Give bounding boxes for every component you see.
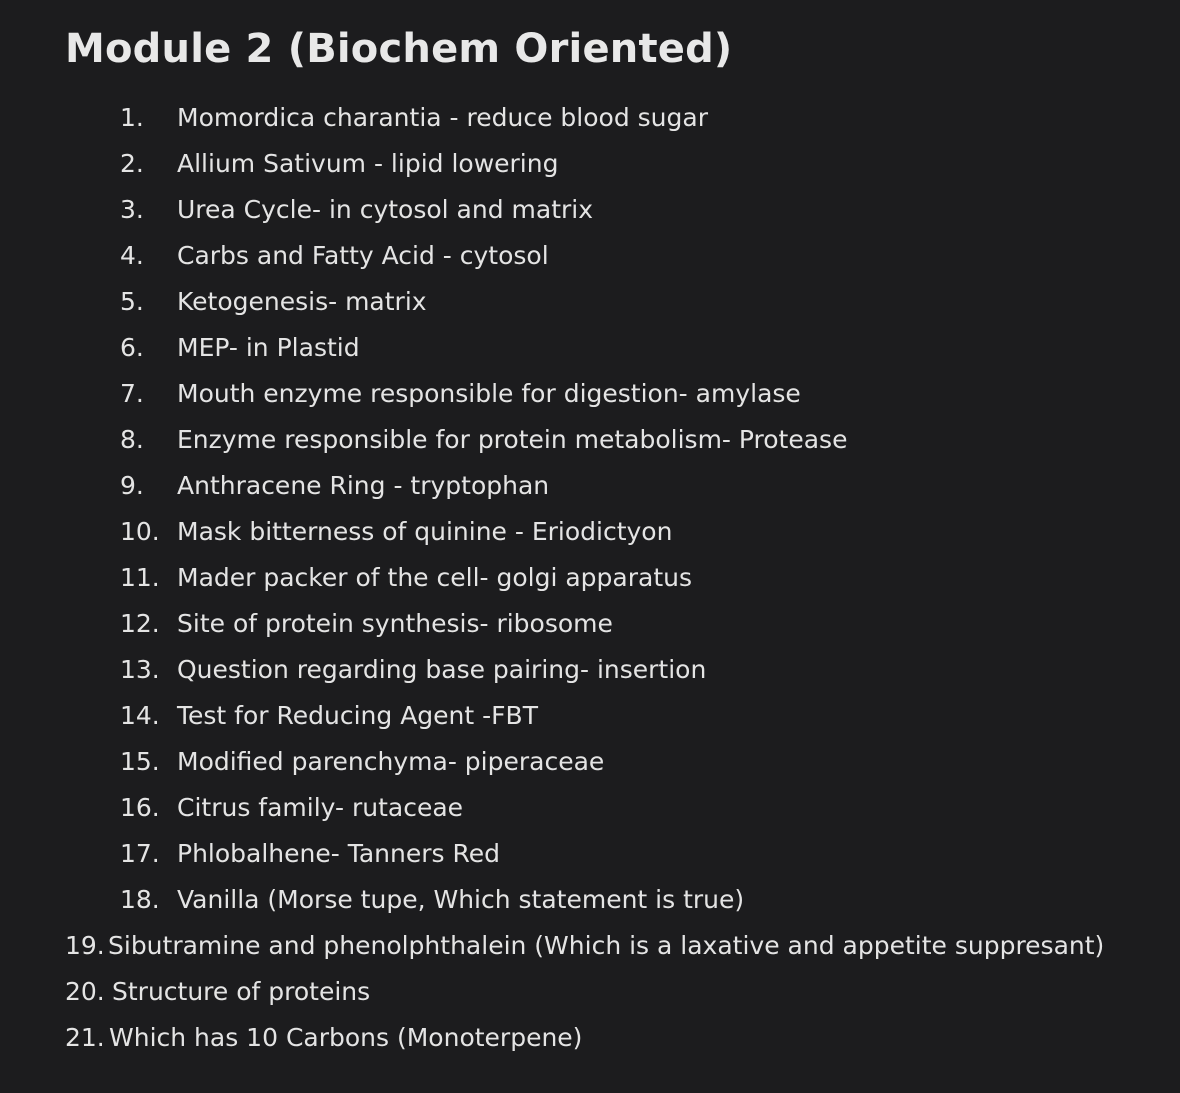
list-item-text: Carbs and Fatty Acid - cytosol — [177, 241, 549, 270]
list-item-number: 18. — [120, 885, 160, 914]
list-item-number: 16. — [120, 793, 160, 822]
list-item-number: 9. — [120, 471, 144, 500]
list-item-text: Structure of proteins — [112, 977, 371, 1006]
list-item-number: 5. — [120, 287, 144, 316]
list-item-text: Vanilla (Morse tupe, Which statement is true) — [177, 885, 745, 914]
list-item-text: Which has 10 Carbons (Monoterpene) — [109, 1023, 583, 1052]
list-item-number: 21. — [65, 1023, 105, 1052]
list-item-text: Modified parenchyma- piperaceae — [177, 747, 605, 776]
list-item-text: Site of protein synthesis- ribosome — [177, 609, 613, 638]
list-item-text: MEP- in Plastid — [177, 333, 360, 362]
list-item-number: 8. — [120, 425, 144, 454]
list-item-text: Mader packer of the cell- golgi apparatus — [177, 563, 693, 592]
list-item-text: Phlobalhene- Tanners Red — [177, 839, 500, 868]
list-item-text: Mask bitterness of quinine - Eriodictyon — [177, 517, 673, 546]
list-item-number: 19. — [65, 931, 105, 960]
list-item-number: 3. — [120, 195, 144, 224]
list-item-text: Test for Reducing Agent -FBT — [177, 701, 538, 730]
list-item-number: 6. — [120, 333, 144, 362]
list-item-text: Momordica charantia - reduce blood sugar — [177, 103, 708, 132]
list-item-text: Sibutramine and phenolphthalein (Which is a laxative and appetite suppresant) — [108, 931, 1105, 960]
list-item-number: 17. — [120, 839, 160, 868]
page-title: Module 2 (Biochem Oriented) — [65, 26, 733, 72]
list-item-number: 14. — [120, 701, 160, 730]
list-item-number: 13. — [120, 655, 160, 684]
list-item-number: 7. — [120, 379, 144, 408]
list-item-number: 4. — [120, 241, 144, 270]
list-item-number: 1. — [120, 103, 144, 132]
list-item-number: 15. — [120, 747, 160, 776]
list-item-text: Urea Cycle- in cytosol and matrix — [177, 195, 594, 224]
list-item-text: Ketogenesis- matrix — [177, 287, 427, 316]
list-item-number: 11. — [120, 563, 160, 592]
list-item-number: 10. — [120, 517, 160, 546]
list-item-number: 12. — [120, 609, 160, 638]
list-item-text: Citrus family- rutaceae — [177, 793, 464, 822]
list-item-text: Question regarding base pairing- insertion — [177, 655, 707, 684]
list-item-text: Allium Sativum - lipid lowering — [177, 149, 559, 178]
list-item-text: Enzyme responsible for protein metabolism- Protease — [177, 425, 848, 454]
list-item-text: Mouth enzyme responsible for digestion- amylase — [177, 379, 801, 408]
list-item-text: Anthracene Ring - tryptophan — [177, 471, 550, 500]
list-item-number: 20. — [65, 977, 105, 1006]
list-item-number: 2. — [120, 149, 144, 178]
